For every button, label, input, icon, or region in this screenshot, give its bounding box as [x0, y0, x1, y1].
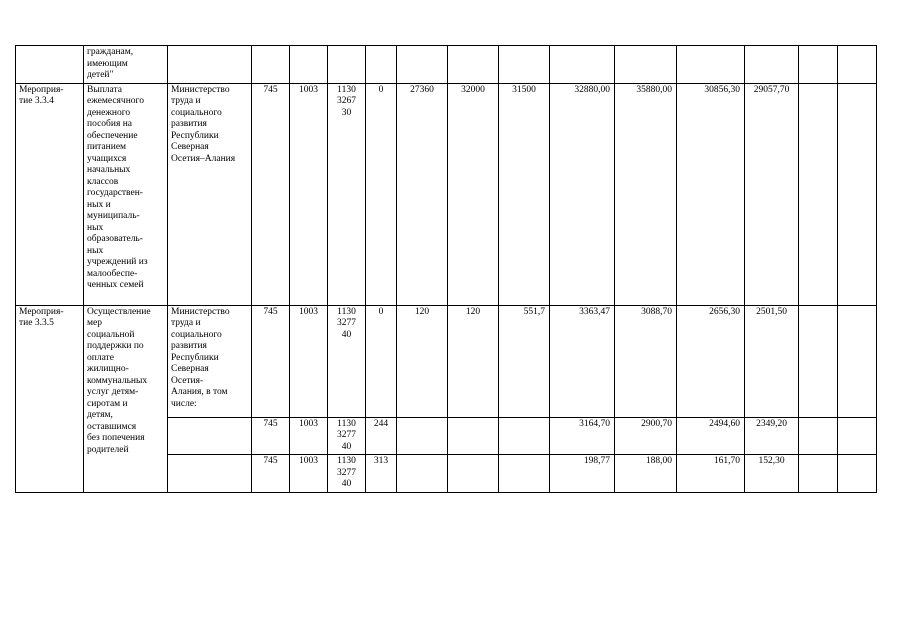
cell-value: [499, 417, 550, 455]
cell-value: 29057,70: [745, 83, 799, 305]
cell-value: [838, 417, 877, 455]
cell-id: [16, 305, 84, 493]
cell-value: 2656,30: [677, 305, 745, 417]
cell-value: [448, 46, 499, 84]
cell-value: [448, 455, 499, 493]
cell-csr: [328, 305, 366, 417]
cell-value: 2349,20: [745, 417, 799, 455]
cell-grbs: 745: [252, 305, 290, 417]
cell-name: [84, 305, 168, 493]
measure-id: Мероприя- тие 3.3.4: [19, 84, 64, 106]
cell-name: [84, 46, 168, 84]
cell-value: 30856,30: [677, 83, 745, 305]
cell-value: [799, 417, 838, 455]
cell-executor: [168, 83, 252, 305]
cell-value: 27360: [397, 83, 448, 305]
cell-vr: 0: [366, 305, 397, 417]
cell-vr: 0: [366, 83, 397, 305]
cell-value: 3164,70: [550, 417, 615, 455]
table-row-continuation: [16, 46, 877, 84]
cell-value: 551,7: [499, 305, 550, 417]
cell-value: [448, 417, 499, 455]
cell-value: 152,30: [745, 455, 799, 493]
budget-table: [15, 45, 877, 493]
cell-rzpr: 1003: [290, 417, 328, 455]
cell-value: [550, 46, 615, 84]
cell-value: [799, 46, 838, 84]
cell-value: [838, 455, 877, 493]
cell-csr: [328, 83, 366, 305]
cell-id: [16, 46, 84, 84]
cell-value: [799, 83, 838, 305]
cell-value: 161,70: [677, 455, 745, 493]
cell-value: 3088,70: [615, 305, 677, 417]
cell-rzpr: 1003: [290, 83, 328, 305]
measure-id: Мероприя- тие 3.3.5: [19, 306, 64, 328]
cell-value: 3363,47: [550, 305, 615, 417]
cell-executor: [168, 455, 252, 493]
cell-value: 2494,60: [677, 417, 745, 455]
cell-value: 120: [448, 305, 499, 417]
cell-value: 2501,50: [745, 305, 799, 417]
cell-csr: [328, 417, 366, 455]
cell-value: 31500: [499, 83, 550, 305]
cell-rzpr: 1003: [290, 455, 328, 493]
csr-code: 1130 3277 40: [337, 418, 356, 452]
cell-value: [397, 417, 448, 455]
csr-code: 1130 3277 40: [337, 306, 356, 340]
table-row-3-3-5: [16, 305, 877, 417]
measure-executor: Министерство труда и социального развития Республики Северная Осетия- Алания, в том числе:: [171, 306, 230, 409]
cell-grbs: [252, 46, 290, 84]
cell-name: [84, 83, 168, 305]
cell-rzpr: [290, 46, 328, 84]
cell-value: [499, 46, 550, 84]
cell-vr: [366, 46, 397, 84]
cell-value: [615, 46, 677, 84]
cell-id: [16, 83, 84, 305]
table-row-3-3-4: [16, 83, 877, 305]
cell-executor: [168, 46, 252, 84]
cell-grbs: 745: [252, 455, 290, 493]
cell-executor: [168, 417, 252, 455]
cell-value: [799, 305, 838, 417]
cell-value: [838, 83, 877, 305]
measure-executor: Министерство труда и социального развития Республики Северная Осетия–Алания: [171, 84, 236, 164]
measure-name: Осуществление мер социальной поддержки по оплате жилищно- коммунальных услуг детям- сиротам и детям, оставшимся без попечения родителей: [87, 306, 151, 455]
cell-grbs: 745: [252, 417, 290, 455]
cell-grbs: 745: [252, 83, 290, 305]
cell-value: [677, 46, 745, 84]
cell-value: [838, 305, 877, 417]
cell-csr: [328, 455, 366, 493]
csr-code: 1130 3267 30: [337, 84, 356, 118]
cell-value: 120: [397, 305, 448, 417]
cell-value: [397, 46, 448, 84]
cell-value: [745, 46, 799, 84]
cell-value: 188,00: [615, 455, 677, 493]
cell-value: [499, 455, 550, 493]
cell-value: [397, 455, 448, 493]
cell-value: 2900,70: [615, 417, 677, 455]
cell-value: [838, 46, 877, 84]
csr-code: 1130 3277 40: [337, 456, 356, 489]
cell-csr: [328, 46, 366, 84]
cell-value: 32880,00: [550, 83, 615, 305]
cell-value: 35880,00: [615, 83, 677, 305]
cell-executor: [168, 305, 252, 417]
cell-rzpr: 1003: [290, 305, 328, 417]
measure-name-continuation: гражданам, имеющим детей": [87, 47, 134, 80]
cell-value: 32000: [448, 83, 499, 305]
cell-vr: 313: [366, 455, 397, 493]
measure-name: Выплата ежемесячного денежного пособия на обеспечение питанием учащихся начальных классов государствен- ных и муниципаль- ных образователь- ных учреждений из малообеспе- ченных семей: [87, 84, 148, 290]
cell-value: 198,77: [550, 455, 615, 493]
cell-value: [799, 455, 838, 493]
cell-vr: 244: [366, 417, 397, 455]
